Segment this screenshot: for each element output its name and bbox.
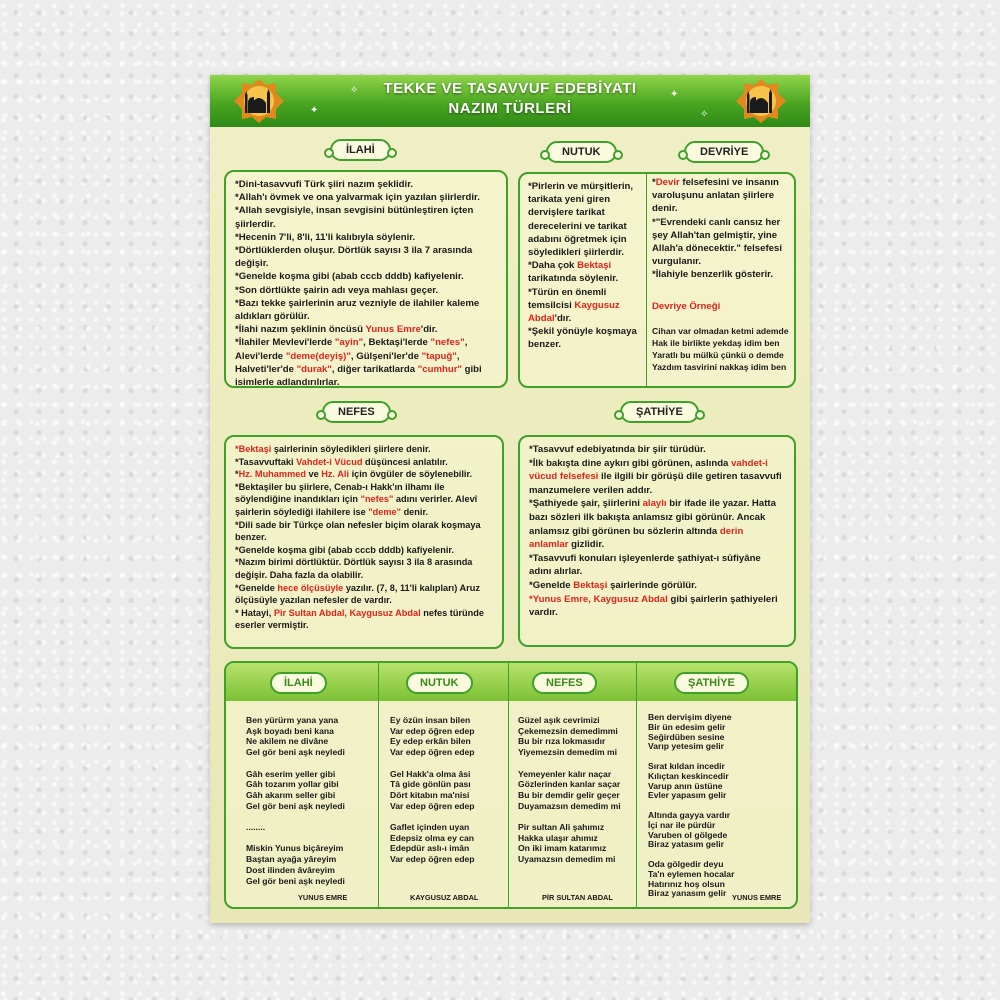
nefes-item: *Bektaşiler bu şiirlere, Cenab-ı Hakk'ın ilhamı ile söylendiğine inandıkları için "nefes" adını verirler. Alevî şairlerin söylediği ilahilere ise "deme" denir. (235, 481, 478, 517)
ilahi-item: *Allah'ı övmek ve ona yalvarmak için yazılan şiirlerdir. (235, 192, 480, 204)
nutuk-p3: *Türün en önemli temsilcisi Kaygusuz Abdal'dır. (528, 286, 620, 325)
example-tag-nefes: NEFES (532, 672, 597, 694)
example-poem-nefes: Güzel aşık cevrimizi Çekemezsin demedimmi Bu bir rıza lokmasıdır Yiyemezsin demedim mi Yemeyenler kalır naçar Gözlerinden kanlar saçar Bu bir demdir gelir geçer Duyamazsın demedim mi Pir sultan Ali şahımız Hakka ulaşır ahımız On iki imam katarımız Uyamazsın demedim mi (518, 715, 621, 865)
column-divider (378, 663, 379, 907)
sathiye-item: *Yunus Emre, Kaygusuz Abdal gibi şairlerin şathiyeleri vardır. (529, 593, 778, 619)
nefes-item: *Dili sade bir Türkçe olan nefesler biçim olarak koşmaya benzer. (235, 519, 481, 543)
example-poem-sathiye: Ben dervişim diyene Bir ün edesim gelir Seğirdüben sesine Varıp yetesim gelir Sırat kıldan incedir Kılıçtan keskincedir Varup anın üstüne Evler yapasım gelir Altında gayya vardır İçi nar ile pürdür Varuben ol gölgede Biraz yatasım gelir Oda gölgedir deyu Ta'n eylemen hocalar Hatırınız hoş olsun Biraz yanasım gelir (648, 712, 735, 899)
ilahi-founder: *İlahi nazım şeklinin öncüsü Yunus Emre'dir. (235, 324, 438, 336)
sparkle-icon: ✧ (700, 109, 709, 120)
column-divider (636, 663, 637, 907)
devriye-p1: *Devir felsefesini ve insanın varoluşunu anlatan şiirlere denir. (652, 177, 779, 215)
sparkle-icon: ✦ (670, 89, 679, 100)
devriye-p3: *İlahiyle benzerlik gösterir. (652, 269, 774, 281)
example-tag-sathiye: ŞATHİYE (674, 672, 749, 694)
ilahi-item: *Genelde koşma gibi (abab cccb dddb) kafiyelenir. (235, 271, 464, 283)
devriye-example-title: Devriye Örneği (652, 300, 721, 312)
ilahi-item: *Hecenin 7'li, 8'li, 11'li kalıbıyla söylenir. (235, 231, 416, 243)
ilahi-item: *Bazı tekke şairlerinin aruz vezniyle de ilahiler kaleme aldıkları görülür. (235, 297, 480, 323)
poster (210, 75, 810, 923)
example-tag-ilahi: İLAHİ (270, 672, 327, 694)
ilahi-item: *Dörtlüklerden oluşur. Dörtlük sayısı 3 ila 7 arasında değişir. (235, 245, 473, 270)
page-title (210, 79, 810, 119)
devriye-example-line: Hak ile birlikte yekdaş idim ben (652, 337, 780, 348)
devriye-example-line: Yazdım tasvirini nakkaş idim ben (652, 361, 787, 372)
nutuk-p2: *Daha çok Bektaşi tarikatında söylenir. (528, 260, 619, 285)
sathiye-item: *Tasavvufi konuları işleyenlerde şathiyat-ı sûfiyâne adını alırlar. (529, 552, 761, 578)
devriye-content (652, 176, 792, 373)
example-tag-nutuk: NUTUK (406, 672, 473, 694)
sathiye-item: *Şathiyede şair, şiirlerini alaylı bir ifade ile yazar. Hatta bazı sözleri ilk bakışta anlamsız gibi görünür. Ancak anlamsız gibi görünen bu sözlerin altında derin anlamlar gizlidir. (529, 498, 776, 551)
nefes-item: *Genelde koşma gibi (abab cccb dddb) kafiyelenir. (235, 544, 455, 555)
nefes-item: *Tasavvuftaki Vahdet-i Vücud düşüncesi anlatılır. (235, 456, 448, 467)
sparkle-icon: ✦ (310, 105, 319, 116)
nutuk-p4: *Şekil yönüyle koşmaya benzer. (528, 326, 637, 351)
tag-nefes: NEFES (322, 401, 391, 423)
sathiye-item: *Genelde Bektaşi şairlerinde görülür. (529, 579, 697, 591)
column-divider (508, 663, 509, 907)
tag-ilahi: İLAHİ (330, 139, 391, 161)
nutuk-devriye-box (518, 172, 796, 388)
tag-nutuk: NUTUK (546, 141, 617, 163)
ilahi-box (224, 170, 508, 388)
nefes-item: *Hz. Muhammed ve Hz. Ali için övgüler de söylenebilir. (235, 469, 473, 480)
sathiye-box (518, 435, 796, 647)
devriye-example-line: Cihan var olmadan ketmi ademde (652, 325, 789, 336)
nefes-box (224, 435, 504, 649)
examples-box (224, 661, 798, 909)
example-poem-nutuk: Ey özün insan bilen Var edep öğren edep Ey edep erkân bilen Var edep öğren edep Gel Hakk'a olma âsi Tâ gide gönlün pası Dört kitabın ma'nisi Var edep öğren edep Gaflet içinden uyan Edepsiz olma ey can Edepdür aslı-ı imân Var edep öğren edep (390, 715, 475, 865)
title-line-2: NAZIM TÜRLERİ (448, 100, 572, 117)
nutuk-devriye-divider (646, 174, 647, 386)
nutuk-content (528, 180, 648, 352)
header-banner (210, 75, 810, 127)
ilahi-item: *Son dörtlükte şairin adı veya mahlası geçer. (235, 284, 439, 296)
devriye-p2: *"Evrendeki canlı cansız her şey Allah'tan gelmiştir, yine Allah'a dönecektir." felsefesi vurgulanır. (652, 216, 783, 268)
example-author: YUNUS EMRE (298, 893, 348, 902)
nefes-item: * Hatayi, Pir Sultan Abdal, Kaygusuz Abdal nefes türünde eserler vermiştir. (235, 607, 484, 631)
nefes-item: *Bektaşi şairlerinin söyledikleri şiirlere denir. (235, 444, 431, 454)
example-author: PİR SULTAN ABDAL (542, 893, 613, 902)
example-author: YUNUS EMRE (732, 893, 782, 902)
ilahi-item: *Dini-tasavvufi Türk şiiri nazım şeklidir. (235, 179, 414, 190)
example-author: KAYGUSUZ ABDAL (410, 893, 479, 902)
example-poem-ilahi: Ben yürürm yana yana Aşk boyadı beni kana Ne akilem ne divâne Gel gör beni aşk neyledi Gâh eserim yeller gibi Gâh tozarım yollar gibi Gâh akarım seller gibi Gel gör beni aşk neyledi ........ Miskin Yunus biçâreyim Baştan ayağa yâreyim Dost ilinden âvâreyim Gel gör beni aşk neyledi (246, 715, 345, 886)
sparkle-icon: ✧ (350, 85, 359, 96)
ilahi-item: *Allah sevgisiyle, insan sevgisini bütünleştiren içten şiirlerdir. (235, 205, 474, 230)
sathiye-item: *İlk bakışta dine aykırı gibi görünen, aslında vahdet-i vücud felsefesi ile ilgili bir görüşü dile getiren tasavvufi manzumelere verilen addır. (529, 457, 782, 496)
tag-devriye: DEVRİYE (684, 141, 764, 163)
title-line-1: TEKKE VE TASAVVUF EDEBİYATI (383, 80, 637, 97)
nutuk-p1: *Pirlerin ve mürşitlerin, tarikata yeni giren dervişlere tarikat derecelerini ve tarikat adabını öğretmek için söyledikleri şiirlerdir. (528, 181, 634, 259)
nefes-item: *Genelde hece ölçüsüyle yazılır. (7, 8, 11'li kalıpları) Aruz ölçüsüyle yazılan nefesler de vardır. (235, 582, 480, 606)
sathiye-item: *Tasavvuf edebiyatında bir şiir türüdür. (529, 444, 706, 455)
ilahi-names: *İlahiler Mevlevi'lerde "ayin", Bektaşi'lerde "nefes", Alevi'lerde "deme(deyiş)", Gülşeni'ler'de "tapuğ", Halveti'ler'de "durak", diğer tarikatlarda "cumhur" gibi isimlerle adlandırılırlar. (235, 337, 482, 389)
tag-sathiye: ŞATHİYE (620, 401, 699, 423)
devriye-example-line: Yaratlı bu mülkü çünkü o demde (652, 349, 784, 360)
nefes-item: *Nazım birimi dörtlüktür. Dörtlük sayısı 3 ila 8 arasında değişir. Daha fazla da olabilir. (235, 557, 473, 580)
